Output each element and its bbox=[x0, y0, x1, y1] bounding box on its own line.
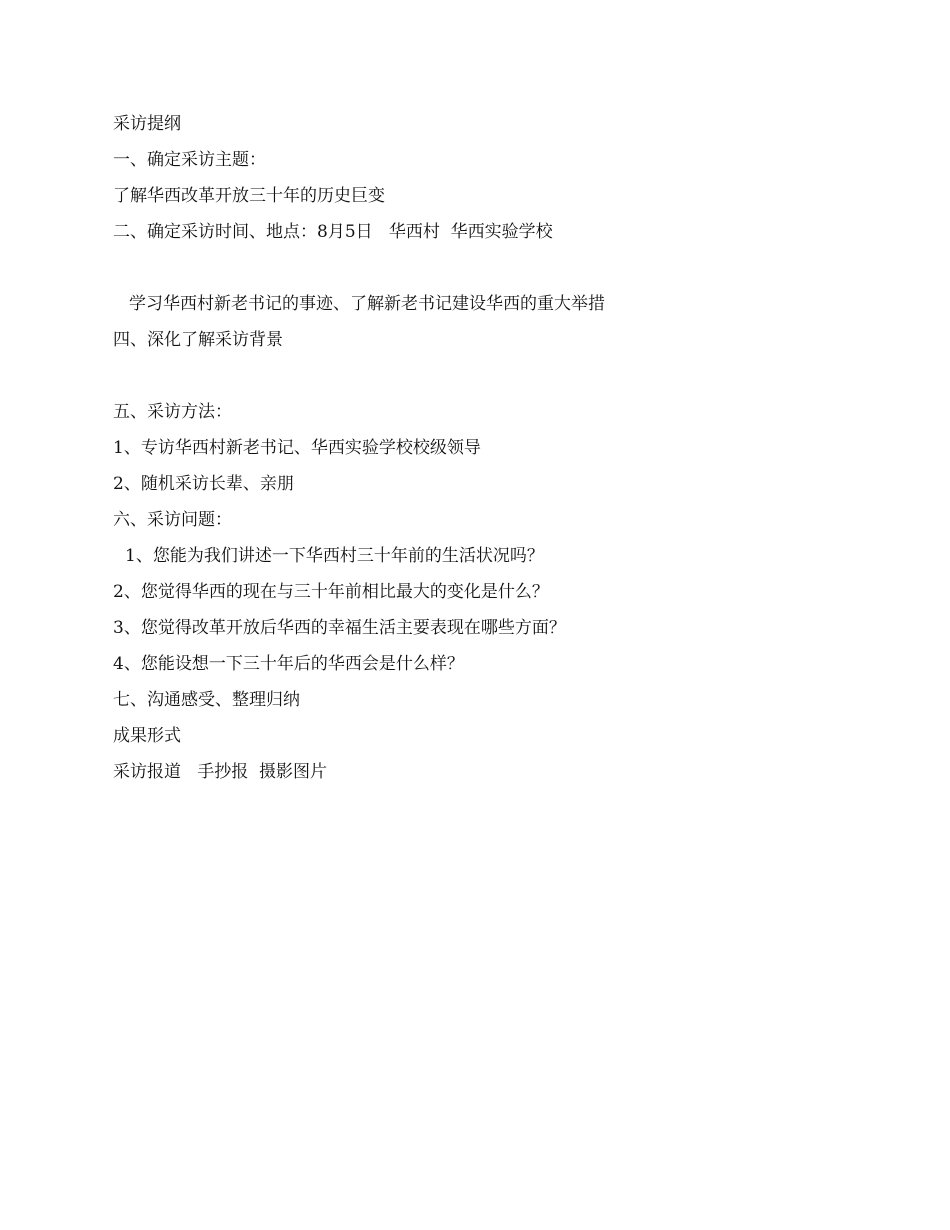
section-6-heading: 六、采访问题： bbox=[113, 510, 232, 530]
section-5-heading: 五、采访方法： bbox=[113, 402, 232, 422]
question-item: 4、您能设想一下三十年后的华西会是什么样？ bbox=[113, 654, 464, 674]
question-item: 2、您觉得华西的现在与三十年前相比最大的变化是什么？ bbox=[113, 582, 549, 602]
question-item: 3、您觉得改革开放后华西的幸福生活主要表现在哪些方面？ bbox=[113, 618, 566, 638]
section-1-text: 了解华西改革开放三十年的历史巨变 bbox=[113, 186, 385, 206]
blank-line bbox=[113, 358, 893, 394]
blank-line bbox=[113, 250, 893, 286]
method-item: 2、随机采访长辈、亲朋 bbox=[113, 474, 294, 494]
question-item: 1、您能为我们讲述一下华西村三十年前的生活状况吗？ bbox=[125, 546, 544, 566]
results-text: 采访报道 手抄报 摄影图片 bbox=[113, 762, 328, 782]
section-4-heading: 四、深化了解采访背景 bbox=[113, 330, 283, 350]
document-body bbox=[113, 106, 893, 790]
section-2-heading: 二、确定采访时间、地点：8月5日 华西村 华西实验学校 bbox=[113, 222, 553, 242]
section-1-heading: 一、确定采访主题： bbox=[113, 150, 266, 170]
section-3-text: 学习华西村新老书记的事迹、了解新老书记建设华西的重大举措 bbox=[129, 294, 605, 314]
method-item: 1、专访华西村新老书记、华西实验学校校级领导 bbox=[113, 438, 481, 458]
section-7-heading: 七、沟通感受、整理归纳 bbox=[113, 690, 300, 710]
results-heading: 成果形式 bbox=[113, 726, 181, 746]
document-title: 采访提纲 bbox=[113, 114, 181, 134]
